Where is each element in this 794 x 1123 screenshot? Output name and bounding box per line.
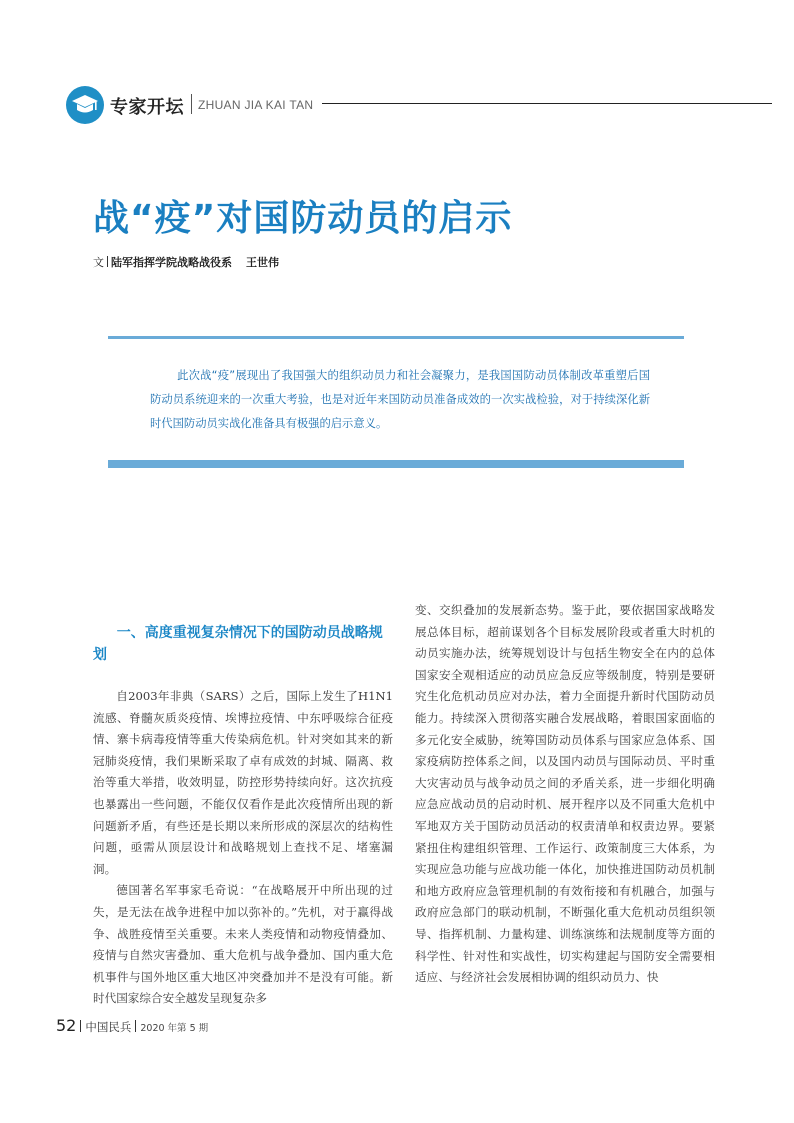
byline [93, 254, 279, 270]
body-paragraph-continued: 变、交织叠加的发展新态势。鉴于此，要依据国家战略发展总体目标，超前谋划各个目标发展阶段或者重大时机的动员实施办法，统筹规划设计与包括生物安全在内的总体国家安全观相适应的动员应急反应等级制度，特别是要研究生化危机动员应对办法，着力全面提升新时代国防动员能力。持续深入贯彻落实融合发展战略，着眼国家面临的多元化安全威胁，统筹国防动员体系与国家应急体系、国家疫病防控体系之间，以及国内动员与国际动员、平时重大灾害动员与战争动员之间的矛盾关系，进一步细化明确应急应战动员的启动时机、展开程序以及不同重大危机中军地双方关于国防动员活动的权责清单和权责边界。要紧紧扭住构建组织管理、工作运行、政策制度三大体系，为实现应急功能与应战功能一体化，加快推进国防动员机制和地方政府应急管理机制的有效衔接和有机融合，加强与政府应急部门的联动机制，不断强化重大危机动员组织领导、指挥机制、力量构建、训练演练和法规制度等方面的科学性、针对性和实战性，切实构建起与国防安全需要相适应、与经济社会发展相协调的组织动员力、快 [415, 603, 715, 985]
column-name: 专家开坛 [110, 97, 184, 118]
abstract-top-rule [108, 336, 684, 339]
body-paragraph: 德国著名军事家毛奇说：“在战略展开中所出现的过失，是无法在战争进程中加以弥补的。”先机，对于赢得战争、战胜疫情至关重要。未来人类疫情和动物疫情叠加、疫情与自然灾害叠加、重大危机与战争叠加、国内重大危机事件与国外地区重大地区冲突叠加并不是没有可能。新时代国家综合安全越发呈现复杂多 [93, 883, 393, 1006]
article-title: 战“疫”对国防动员的启示 [93, 198, 513, 239]
byline-divider [107, 256, 108, 267]
header-divider [191, 94, 192, 114]
right-column [415, 600, 715, 989]
byline-prefix: 文 [93, 256, 104, 269]
footer-divider [135, 1020, 136, 1032]
page-footer [56, 1016, 208, 1035]
graduation-cap-icon [66, 86, 104, 124]
magazine-name: 中国民兵 [85, 1020, 132, 1034]
issue-number: 2020 年第 5 期 [140, 1023, 209, 1034]
article-abstract: 此次战“疫”展现出了我国强大的组织动员力和社会凝聚力，是我国国防动员体制改革重塑后国防动员系统迎来的一次重大考验，也是对近年来国防动员准备成效的一次实战检验，对于持续深化新时代国防动员实战化准备具有极强的启示意义。 [150, 369, 650, 430]
page-number: 52 [56, 1016, 77, 1035]
left-column [93, 622, 393, 1010]
author-name: 王世伟 [246, 256, 279, 269]
author-affiliation: 陆军指挥学院战略战役系 [111, 256, 232, 269]
header-rule [322, 103, 772, 104]
abstract-bottom-rule [108, 460, 684, 468]
footer-divider [80, 1020, 81, 1032]
column-pinyin: ZHUAN JIA KAI TAN [198, 98, 314, 112]
column-header [66, 84, 772, 124]
body-paragraph: 自2003年非典（SARS）之后，国际上发生了H1N1流感、脊髓灰质炎疫情、埃博拉疫情、中东呼吸综合征疫情、寨卡病毒疫情等重大传染病危机。针对突如其来的新冠肺炎疫情，我们果断采取了卓有成效的封城、隔离、救治等重大举措，收效明显，防控形势持续向好。这次抗疫也暴露出一些问题，不能仅仅看作是此次疫情所出现的新问题新矛盾，有些还是长期以来所形成的深层次的结构性问题，亟需从顶层设计和战略规划上查找不足、堵塞漏洞。 [93, 689, 393, 876]
section-heading: 一、高度重视复杂情况下的国防动员战略规划 [93, 625, 383, 663]
